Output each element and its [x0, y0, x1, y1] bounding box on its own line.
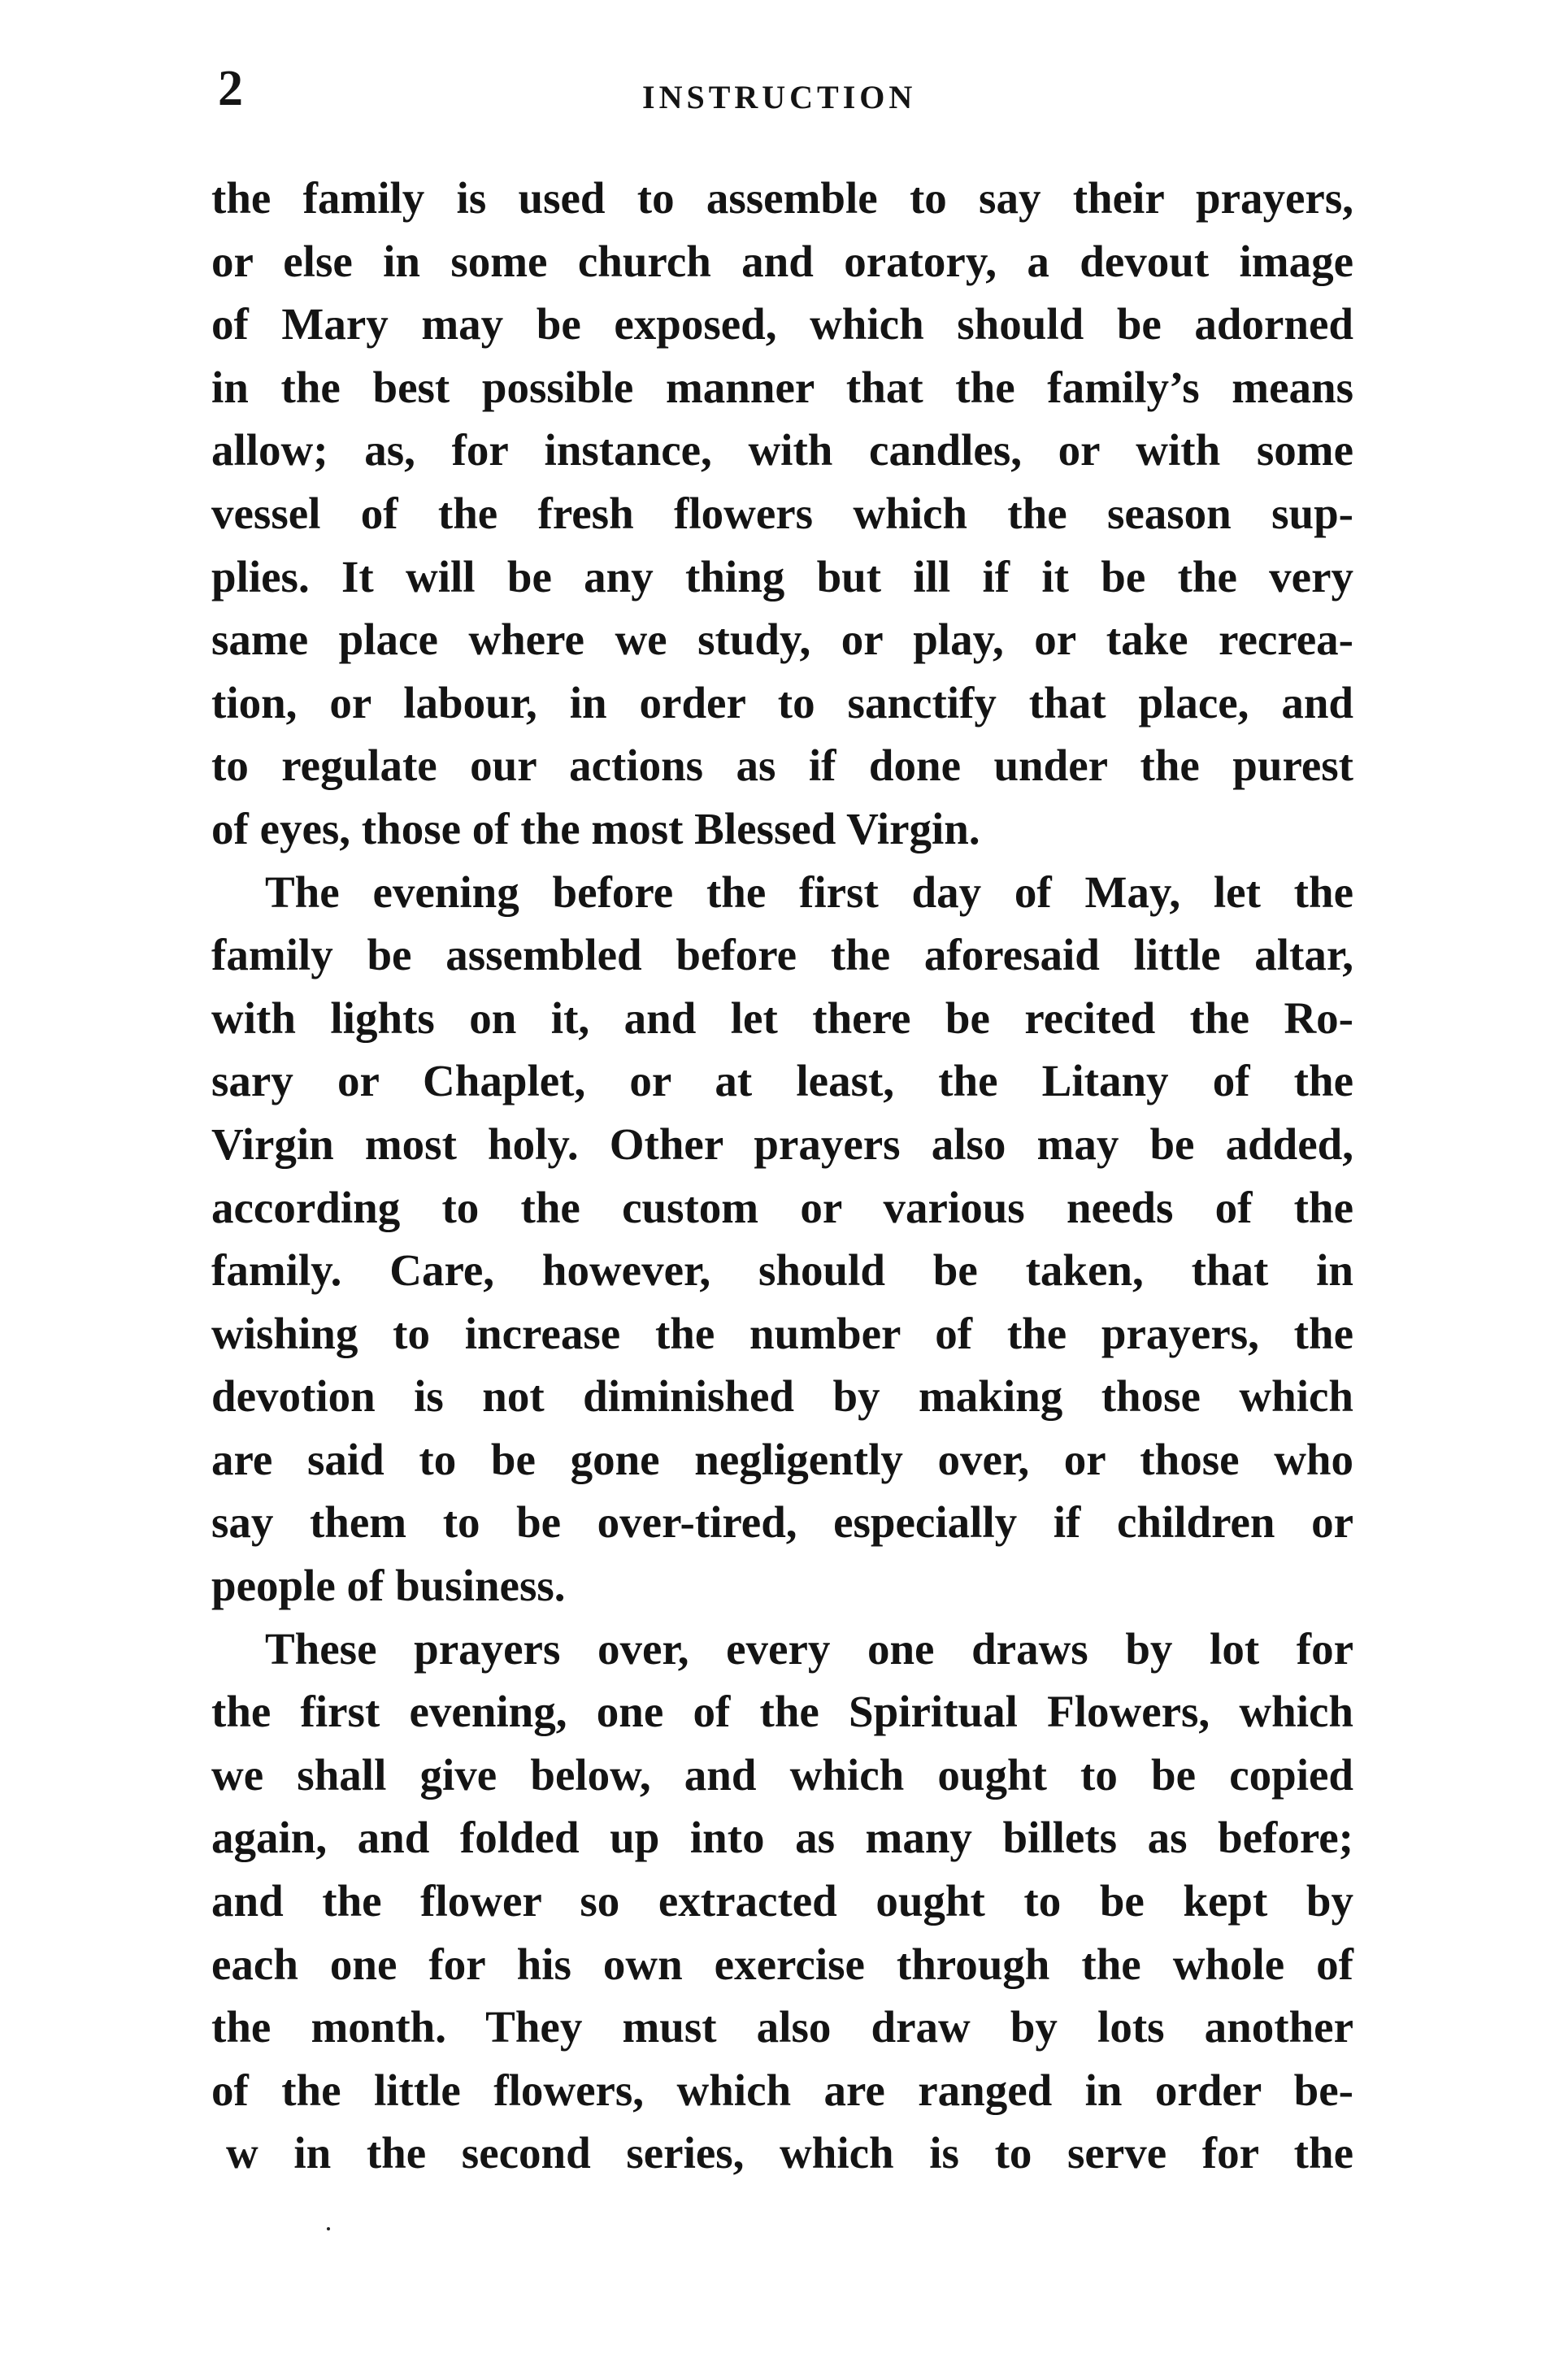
- text-line: the first evening, one of the Spiritual Flowers, which: [211, 1687, 1353, 1737]
- paragraph-start-line: These prayers over, every one draws by lot for: [265, 1623, 1353, 1674]
- text-line: plies. It will be any thing but ill if it be the very: [211, 551, 1353, 602]
- text-line: we shall give below, and which ought to be copied: [211, 1749, 1353, 1800]
- text-line: and the flower so extracted ought to be kept by: [211, 1876, 1353, 1926]
- page-number: 2: [218, 61, 243, 116]
- text-line: the family is used to assemble to say their prayers,: [211, 173, 1353, 223]
- text-line: or else in some church and oratory, a devout image: [211, 236, 1353, 286]
- text-line: of Mary may be exposed, which should be adorned: [211, 299, 1353, 350]
- text-line: devotion is not diminished by making those which: [211, 1371, 1353, 1422]
- text-line: vessel of the fresh flowers which the season sup-: [211, 488, 1353, 538]
- text-line: w in the second series, which is to serve for the: [226, 2128, 1353, 2178]
- running-head: INSTRUCTION: [642, 79, 917, 115]
- paragraph-end-line: of eyes, those of the most Blessed Virgin.: [211, 803, 980, 853]
- text-line: the month. They must also draw by lots another: [211, 2002, 1353, 2052]
- text-line: allow; as, for instance, with candles, or with some: [211, 425, 1353, 476]
- text-line: each one for his own exercise through the whole of: [211, 1939, 1353, 1989]
- text-line: say them to be over-tired, especially if children or: [211, 1497, 1353, 1548]
- text-line: family. Care, however, should be taken, that in: [211, 1245, 1353, 1296]
- paragraph-end-line: people of business.: [211, 1561, 566, 1611]
- text-line: wishing to increase the number of the prayers, the: [211, 1308, 1353, 1358]
- body-text: [211, 167, 1353, 2185]
- text-line: same place where we study, or play, or take recrea-: [211, 615, 1353, 665]
- text-line: sary or Chaplet, or at least, the Litany of the: [211, 1056, 1353, 1106]
- text-line: to regulate our actions as if done under the purest: [211, 740, 1353, 791]
- text-line: again, and folded up into as many billets as before;: [211, 1813, 1353, 1863]
- paragraph-start-line: The evening before the first day of May, let the: [265, 866, 1353, 917]
- text-line: Virgin most holy. Other prayers also may be added,: [211, 1118, 1353, 1169]
- text-line: are said to be gone negligently over, or those who: [211, 1434, 1353, 1484]
- text-line: in the best possible manner that the family’s means: [211, 362, 1353, 412]
- text-line: according to the custom or various needs of the: [211, 1182, 1353, 1232]
- text-line: with lights on it, and let there be recited the Ro-: [211, 992, 1353, 1043]
- text-line: tion, or labour, in order to sanctify that place, and: [211, 677, 1353, 727]
- text-line: of the little flowers, which are ranged in order be-: [211, 2065, 1353, 2115]
- print-speck: [327, 2227, 330, 2230]
- text-line: family be assembled before the aforesaid little altar,: [211, 930, 1353, 980]
